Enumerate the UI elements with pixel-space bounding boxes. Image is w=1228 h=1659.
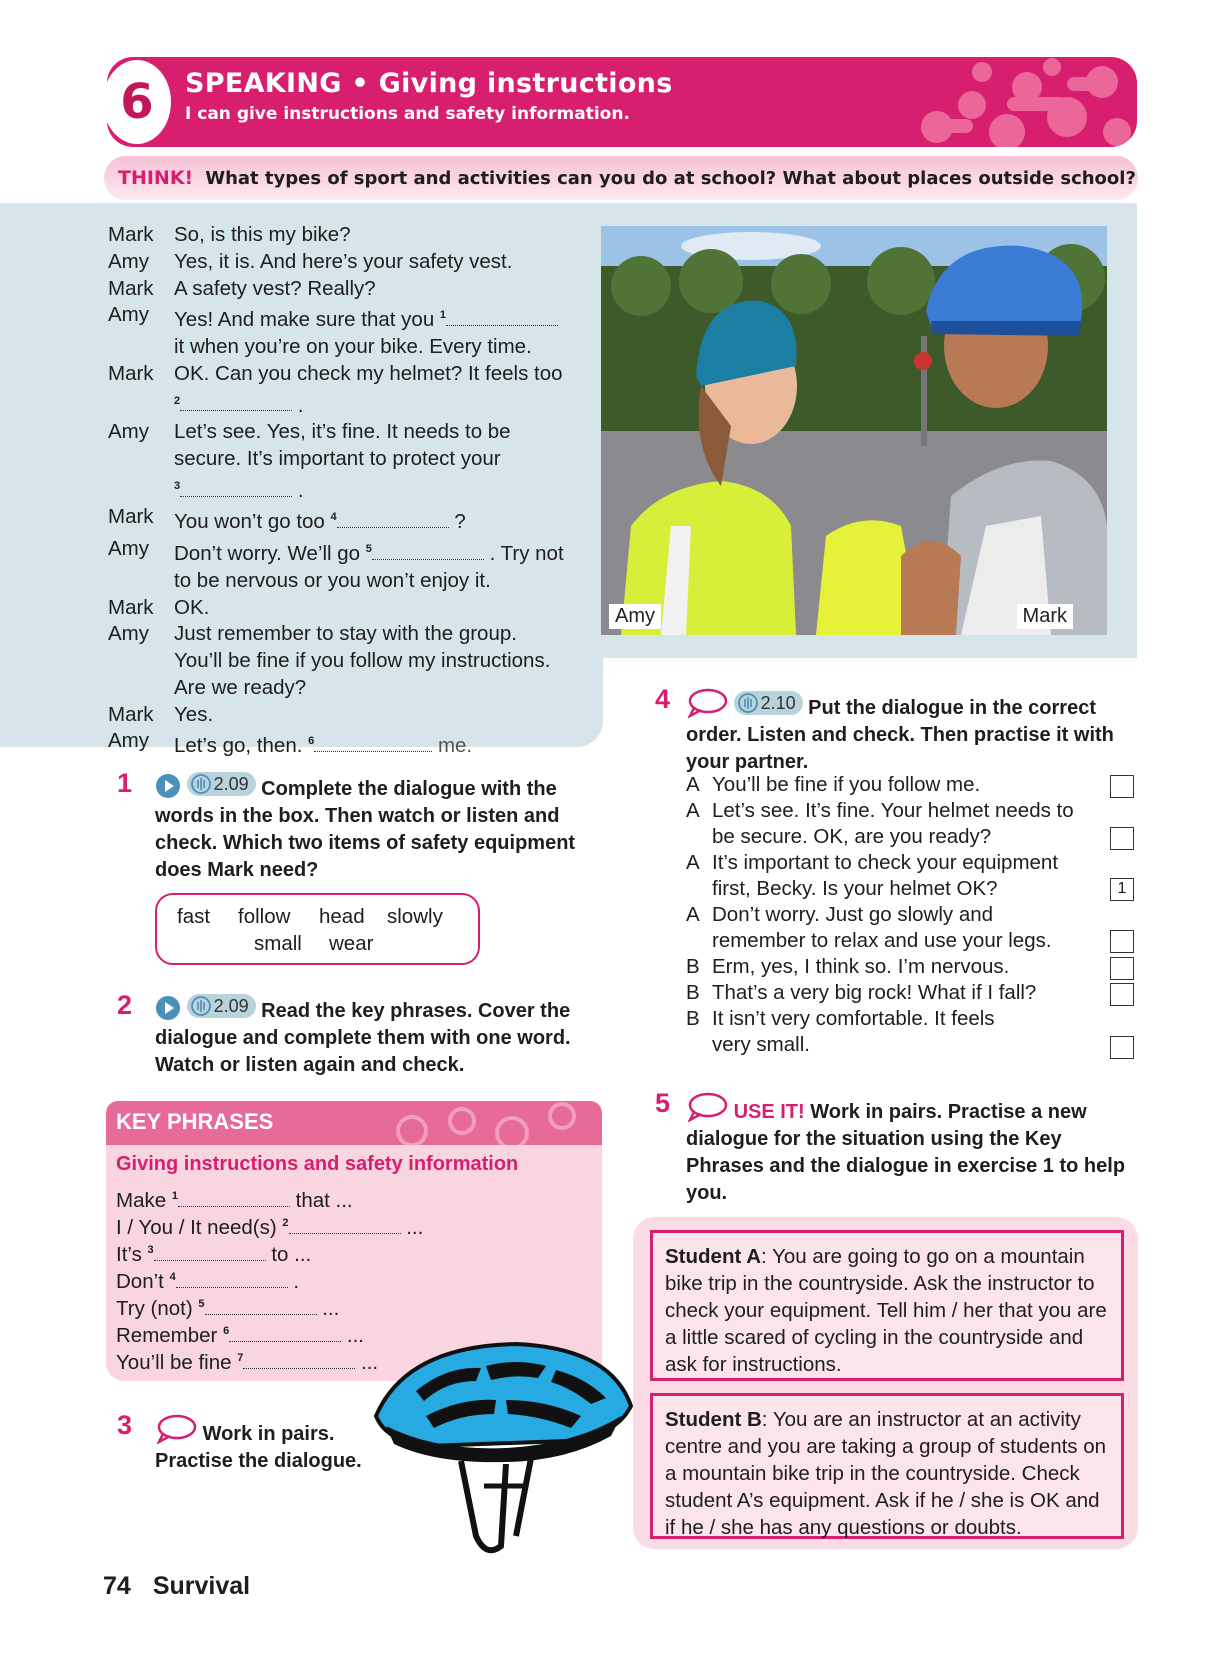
section-name: Survival bbox=[152, 1572, 251, 1600]
line-text: You’ll be fine if you follow my instructions. bbox=[174, 649, 551, 673]
photo-label-mark: Mark bbox=[1017, 604, 1073, 629]
speaker: Mark bbox=[108, 223, 154, 246]
instruction-text: Practise the dialogue. bbox=[155, 1450, 362, 1472]
instruction-text: does Mark need? bbox=[155, 859, 319, 881]
speaker: Amy bbox=[108, 622, 149, 646]
student-a-card bbox=[650, 1230, 1124, 1381]
instruction-text: Put the dialogue in the correct bbox=[808, 697, 1096, 719]
student-b-text: : You are an instructor at an activity centre and you are taking a group of students on a mountain bike trip in the countryside. Check student A’s equipment. Ask if he / she is OK and if he / she has any questions or doubts. bbox=[665, 1408, 1107, 1539]
phrase-gap[interactable] bbox=[289, 1218, 401, 1234]
line-text: Yes, it is. And here’s your safety vest. bbox=[174, 249, 513, 273]
list-item: A It’s important to check your equipment first, Becky. Is your helmet OK? bbox=[686, 851, 1059, 900]
order-checkbox[interactable] bbox=[1110, 957, 1134, 980]
order-checkbox[interactable] bbox=[1110, 1036, 1134, 1059]
audio-track-badge[interactable] bbox=[187, 772, 256, 796]
page-title: SPEAKING • Giving instructions bbox=[185, 68, 673, 99]
key-phrase: It’s $^3$ to ... bbox=[116, 1243, 312, 1266]
word-option: fast bbox=[177, 905, 211, 928]
phrase-gap[interactable] bbox=[243, 1353, 355, 1369]
think-label: THINK! bbox=[118, 167, 194, 189]
unit-number-badge bbox=[103, 60, 171, 144]
exercise-2-instructions bbox=[155, 994, 605, 1079]
line-text: You won’t go too bbox=[174, 510, 331, 534]
dialogue-line bbox=[108, 222, 598, 249]
speaker: Amy bbox=[108, 420, 149, 444]
answer-gap-6[interactable] bbox=[314, 736, 432, 752]
speaker: Amy bbox=[108, 303, 149, 327]
answer-gap-2[interactable] bbox=[180, 395, 292, 411]
dialogue-line bbox=[108, 536, 598, 594]
video-play-icon[interactable] bbox=[155, 773, 181, 799]
line-text: So, is this my bike? bbox=[174, 223, 351, 246]
order-checkbox[interactable]: 1 bbox=[1110, 878, 1134, 901]
instruction-text: Watch or listen again and check. bbox=[155, 1054, 465, 1076]
dialogue-line bbox=[108, 728, 598, 760]
gap-number: 4 bbox=[330, 511, 337, 524]
instruction-text: Complete the dialogue with the bbox=[261, 778, 557, 800]
exercise-2-number: 2 bbox=[117, 990, 133, 1020]
page-subtitle: I can give instructions and safety information. bbox=[185, 104, 630, 124]
student-b-label: Student B bbox=[665, 1408, 762, 1431]
punctuation: . bbox=[297, 393, 304, 417]
key-phrase: Make $^1$ that ... bbox=[116, 1189, 353, 1212]
exercise-5-number: 5 bbox=[655, 1088, 671, 1118]
speaker: Mark bbox=[108, 361, 154, 385]
gap-number: 2 bbox=[174, 394, 181, 407]
exercise-3-instructions bbox=[155, 1414, 395, 1475]
phrase-gap[interactable] bbox=[176, 1272, 288, 1288]
speaker: Amy bbox=[108, 729, 149, 753]
line-text: A safety vest? Really? bbox=[174, 276, 376, 300]
dialogue-line bbox=[108, 702, 598, 729]
exercise-4-number: 4 bbox=[655, 684, 671, 714]
list-item: B It isn’t very comfortable. It feels very small. bbox=[686, 1007, 995, 1056]
line-text: Let’s go, then. bbox=[174, 734, 309, 758]
speaker: Mark bbox=[108, 505, 154, 529]
audio-track-badge[interactable] bbox=[187, 994, 256, 1018]
page-footer bbox=[103, 1572, 250, 1601]
key-phrases-header bbox=[106, 1101, 602, 1145]
list-item: B That’s a very big rock! What if I fall? bbox=[686, 981, 1037, 1004]
dialogue-line bbox=[108, 276, 598, 303]
student-a-label: Student A bbox=[665, 1245, 762, 1268]
line-text: Let’s see. Yes, it’s fine. It needs to be bbox=[174, 420, 511, 444]
line-text: Are we ready? bbox=[174, 675, 307, 699]
student-b-card bbox=[650, 1393, 1124, 1539]
instruction-text: order. Listen and check. Then practise it with bbox=[686, 724, 1114, 746]
instruction-text: Work in pairs. bbox=[202, 1423, 335, 1445]
dialogue-line bbox=[108, 595, 598, 622]
audio-track-number: 2.10 bbox=[760, 692, 796, 713]
exercise-1-number: 1 bbox=[117, 768, 133, 798]
line-text: OK. Can you check my helmet? It feels too bbox=[174, 361, 563, 385]
speech-bubble-icon bbox=[686, 1092, 728, 1122]
bike-helmet-illustration bbox=[366, 1336, 636, 1564]
line-text: to be nervous or you won’t enjoy it. bbox=[174, 568, 491, 592]
word-option: follow bbox=[238, 905, 291, 928]
audio-icon bbox=[738, 693, 758, 713]
key-phrase: Don’t $^4$ . bbox=[116, 1270, 300, 1293]
bubble-pattern-decoration bbox=[372, 1101, 602, 1145]
dialogue-line bbox=[108, 249, 598, 276]
punctuation: . bbox=[297, 478, 304, 502]
order-checkbox[interactable] bbox=[1110, 827, 1134, 850]
key-phrase: Remember $^6$ ... bbox=[116, 1324, 365, 1347]
instruction-text: your partner. bbox=[686, 751, 809, 773]
speaker: Amy bbox=[108, 249, 149, 273]
phrase-gap[interactable] bbox=[178, 1191, 290, 1207]
photo-illustration bbox=[601, 226, 1107, 635]
instruction-text: dialogue for the situation using the Key bbox=[686, 1128, 1062, 1150]
page-number: 74 bbox=[103, 1572, 131, 1600]
line-text: Just remember to stay with the group. bbox=[174, 622, 517, 646]
line-text: me. bbox=[432, 734, 473, 758]
instruction-text: check. Which two items of safety equipment bbox=[155, 832, 576, 854]
speaker: Mark bbox=[108, 702, 154, 726]
line-text: ? bbox=[448, 510, 466, 534]
audio-icon bbox=[191, 774, 211, 794]
video-still-photo bbox=[601, 226, 1107, 635]
word-option: head bbox=[319, 905, 365, 928]
student-a-text: : You are going to go on a mountain bike trip in the countryside. Ask the instructor to check your equipment. Tell him / her that you are a little scared of cycling in the countryside and ask for instructions. bbox=[665, 1245, 1107, 1376]
gap-number: 5 bbox=[365, 543, 372, 556]
order-checkbox[interactable] bbox=[1110, 983, 1134, 1006]
line-text: Yes! And make sure that you bbox=[174, 308, 440, 332]
exercise-1-instructions bbox=[155, 772, 605, 884]
word-option: wear bbox=[329, 932, 374, 955]
instruction-text: dialogue and complete them with one word. bbox=[155, 1027, 571, 1049]
key-phrases-subtitle: Giving instructions and safety information bbox=[116, 1153, 519, 1175]
order-checkbox[interactable] bbox=[1110, 930, 1134, 953]
audio-track-number: 2.09 bbox=[213, 995, 249, 1016]
line-text: OK. bbox=[174, 595, 210, 619]
word-option: small bbox=[254, 932, 302, 955]
speech-bubble-icon bbox=[155, 1414, 197, 1444]
speaker: Mark bbox=[108, 595, 154, 619]
audio-icon bbox=[191, 996, 211, 1016]
gap-number: 1 bbox=[439, 309, 447, 322]
line-text: secure. It’s important to protect your bbox=[174, 447, 501, 471]
answer-gap-5[interactable] bbox=[372, 544, 484, 560]
instruction-text: Read the key phrases. Cover the bbox=[261, 1000, 571, 1022]
line-text: it when you’re on your bike. Every time. bbox=[174, 335, 532, 359]
think-bar bbox=[104, 156, 1138, 200]
photo-label-amy: Amy bbox=[609, 604, 661, 629]
line-text: Yes. bbox=[174, 702, 214, 726]
key-phrases-title: KEY PHRASES bbox=[116, 1109, 274, 1134]
list-item: A You’ll be fine if you follow me. bbox=[686, 773, 981, 796]
dialogue-line bbox=[108, 302, 598, 360]
exercise-4-instructions bbox=[686, 688, 1136, 776]
phrase-gap[interactable] bbox=[205, 1299, 317, 1315]
dialogue-line bbox=[108, 361, 598, 419]
line-text: Don’t worry. We’ll go bbox=[174, 541, 366, 565]
video-play-icon[interactable] bbox=[155, 995, 181, 1021]
instruction-text: you. bbox=[686, 1182, 728, 1204]
answer-gap-3[interactable] bbox=[180, 481, 292, 497]
instruction-text: words in the box. Then watch or listen and bbox=[155, 805, 560, 827]
use-it-label: USE IT! bbox=[733, 1101, 805, 1123]
unit-number: 6 bbox=[120, 74, 154, 130]
instruction-text: Phrases and the dialogue in exercise 1 to help bbox=[686, 1155, 1126, 1177]
answer-gap-4[interactable] bbox=[337, 512, 449, 528]
word-option: slowly bbox=[387, 905, 443, 928]
dialogue-line bbox=[108, 419, 598, 504]
gap-number: 6 bbox=[308, 735, 315, 748]
line-text: . Try not bbox=[483, 541, 564, 565]
list-item: A Let’s see. It’s fine. Your helmet needs to be secure. OK, are you ready? bbox=[686, 799, 1074, 848]
key-phrase: Try (not) $^5$ ... bbox=[116, 1297, 340, 1320]
dialogue-line bbox=[108, 621, 598, 701]
speaker: Mark bbox=[108, 276, 154, 300]
dialogue-line bbox=[108, 504, 598, 536]
audio-track-number: 2.09 bbox=[213, 773, 249, 794]
phrase-gap[interactable] bbox=[154, 1245, 266, 1261]
speaker: Amy bbox=[108, 537, 149, 561]
key-phrase: I / You / It need(s) $^2$ ... bbox=[116, 1216, 424, 1239]
answer-gap-1[interactable] bbox=[446, 310, 558, 326]
audio-track-badge[interactable] bbox=[734, 691, 803, 715]
key-phrase: You’ll be fine $^7$ ... bbox=[116, 1351, 379, 1374]
exercise-3-number: 3 bbox=[117, 1410, 133, 1440]
word-box bbox=[155, 893, 480, 965]
list-item: B Erm, yes, I think so. I’m nervous. bbox=[686, 955, 1010, 978]
bubble-pattern-decoration bbox=[877, 57, 1137, 147]
gap-number: 3 bbox=[174, 479, 181, 492]
instruction-text: Work in pairs. Practise a new bbox=[810, 1101, 1087, 1123]
think-question: What types of sport and activities can you do at school? What about places outside school? bbox=[205, 167, 1136, 189]
order-checkbox[interactable] bbox=[1110, 775, 1134, 798]
dialogue bbox=[108, 222, 598, 760]
exercise-5-instructions bbox=[686, 1092, 1136, 1207]
speech-bubble-icon bbox=[686, 688, 728, 718]
phrase-gap[interactable] bbox=[229, 1326, 341, 1342]
list-item: A Don’t worry. Just go slowly and remember to relax and use your legs. bbox=[686, 903, 1052, 952]
